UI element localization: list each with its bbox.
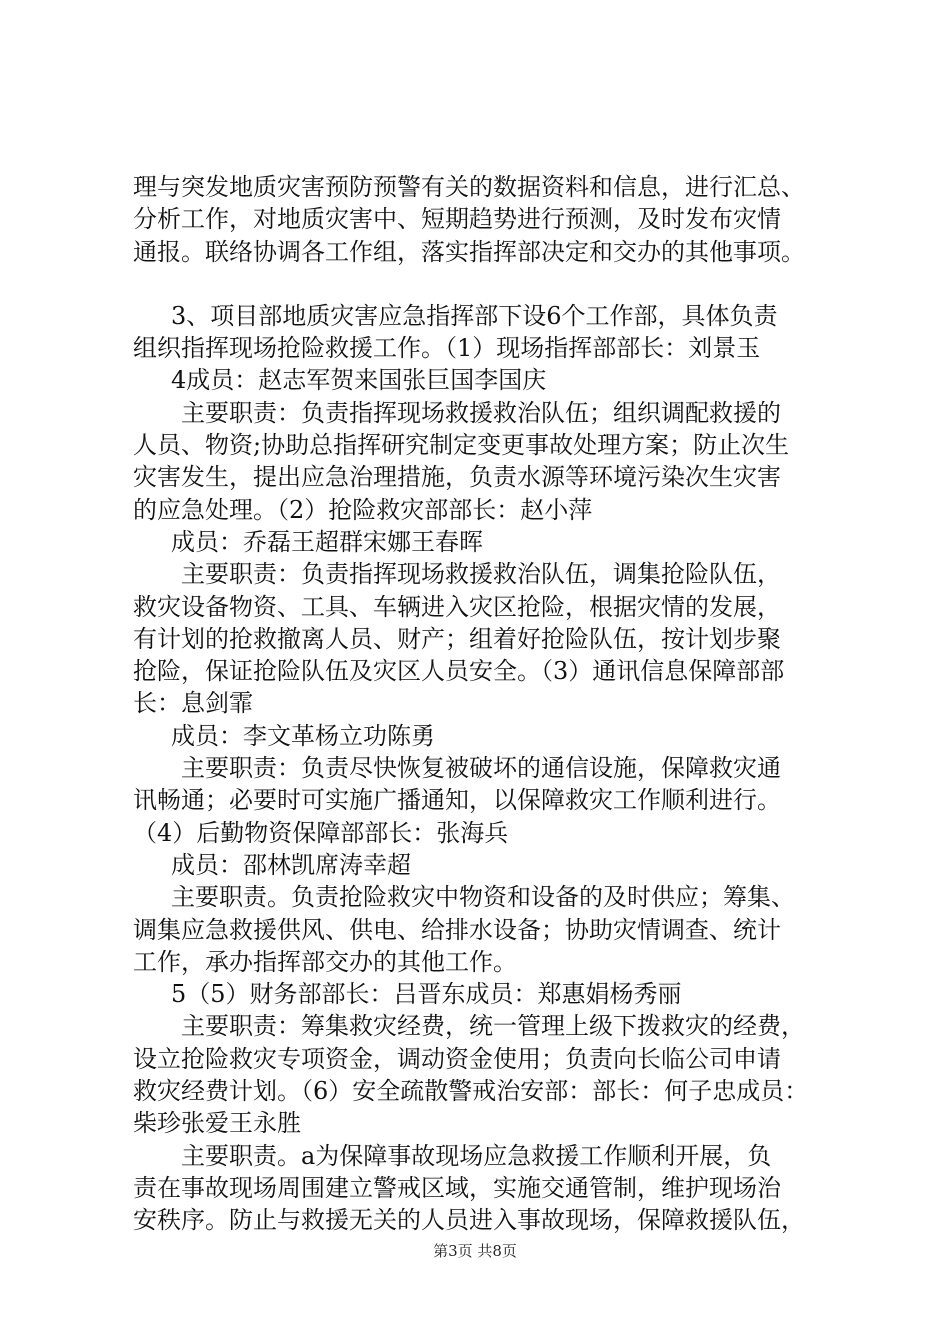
text-line: 成员：李文革杨立功陈勇 (171, 721, 435, 750)
text-line: 通报。联络协调各工作组，落实指挥部决定和交办的其他事项。 (133, 237, 805, 266)
text-line: 的应急处理。（2）抢险救灾部部长：赵小萍 (133, 495, 593, 524)
text-line: 组织指挥现场抢险救援工作。（1）现场指挥部部长：刘景玉 (133, 334, 761, 363)
text-line: 分析工作，对地质灾害中、短期趋势进行预测，及时发布灾情 (133, 205, 781, 234)
document-body (133, 171, 853, 1237)
text-line: 主要职责。负责抢险救灾中物资和设备的及时供应；筹集、 (171, 883, 795, 912)
page-number-footer: 第3页 共8页 (433, 1242, 517, 1260)
text-line: 有计划的抢救撤离人员、财产；组着好抢险队伍，按计划步聚 (133, 624, 781, 653)
text-line: 主要职责：负责指挥现场救援救治队伍；组织调配救援的 (181, 398, 781, 427)
text-line: 讯畅通；必要时可实施广播通知，以保障救灾工作顺利进行。 (133, 786, 781, 815)
text-line: 理与突发地质灾害预防预警有关的数据资料和信息，进行汇总、 (133, 173, 805, 201)
text-line: 救灾经费计划。（6）安全疏散警戒治安部：部长：何子忠成员： (133, 1077, 809, 1106)
text-line: 抢险，保证抢险队伍及灾区人员安全。（3）通讯信息保障部部 (133, 657, 785, 686)
text-line: 主要职责。a为保障事故现场应急救援工作顺利开展，负 (181, 1141, 772, 1170)
paragraph-gap (133, 268, 853, 300)
text-line: 柴珍张爱王永胜 (133, 1109, 301, 1138)
text-line: 设立抢险救灾专项资金，调动资金使用；负责向长临公司申请 (133, 1044, 781, 1073)
text-line: 主要职责：负责指挥现场救援救治队伍，调集抢险队伍， (181, 560, 781, 589)
text-line: 成员：邵林凯席涛幸超 (171, 850, 411, 879)
text-line: 救灾设备物资、工具、车辆进入灾区抢险，根据灾情的发展， (133, 592, 781, 621)
text-line: 责在事故现场周围建立警戒区域，实施交通管制，维护现场治 (133, 1173, 781, 1202)
text-line: 人员、物资;协助总指挥研究制定变更事故处理方案；防止次生 (133, 431, 790, 460)
text-line: 安秩序。防止与救援无关的人员进入事故现场，保障救援队伍， (133, 1206, 805, 1235)
text-line: 4成员：赵志军贺来国张巨国李国庆 (171, 366, 547, 395)
text-line: 主要职责：筹集救灾经费，统一管理上级下拨救灾的经费， (181, 1012, 805, 1041)
text-line: 调集应急救援供风、供电、给排水设备；协助灾情调查、统计 (133, 915, 781, 944)
text-line: （4）后勤物资保障部部长：张海兵 (133, 818, 509, 847)
text-line: 主要职责：负责尽快恢复被破坏的通信设施，保障救灾通 (181, 754, 781, 783)
text-line: 5（5）财务部部长：吕晋东成员：郑惠娟杨秀丽 (171, 980, 682, 1009)
text-line: 工作，承办指挥部交办的其他工作。 (133, 947, 517, 976)
text-line: 成员：乔磊王超群宋娜王春晖 (171, 527, 483, 556)
text-line: 灾害发生，提出应急治理措施，负责水源等环境污染次生灾害 (133, 463, 781, 492)
text-line: 长：息剑霏 (133, 689, 253, 718)
text-line: 3、项目部地质灾害应急指挥部下设6个工作部，具体负责 (171, 301, 778, 330)
